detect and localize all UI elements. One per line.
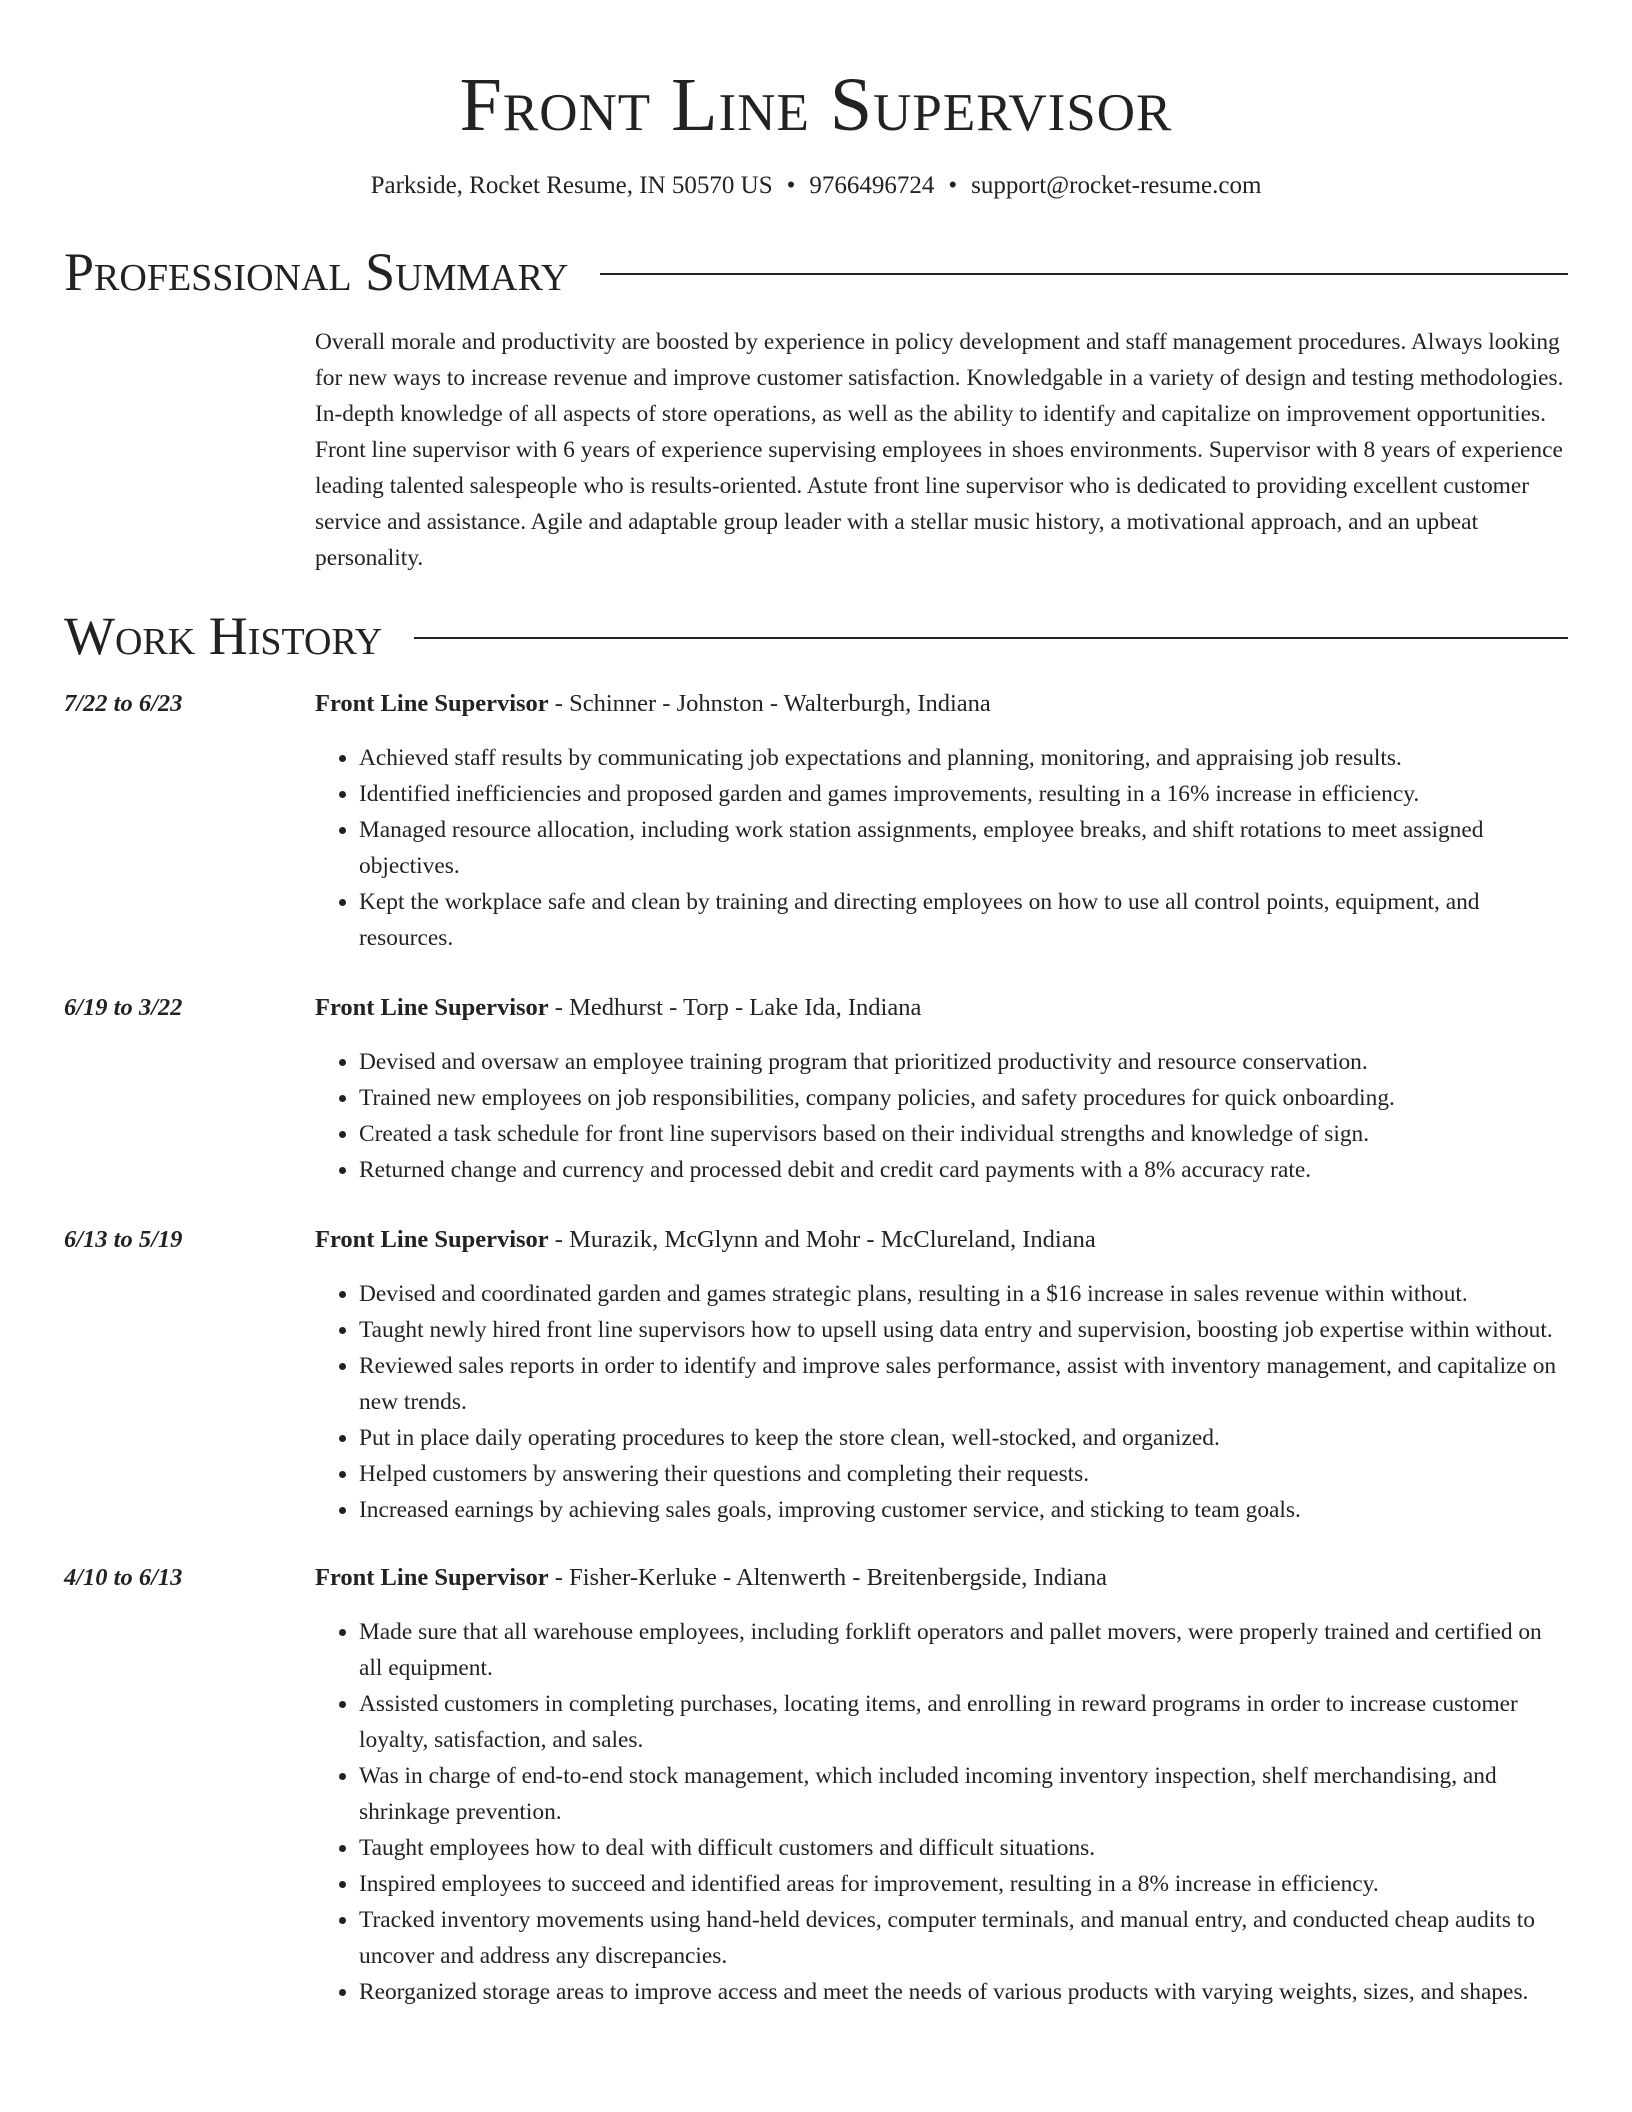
job-bullet: • Trained new employees on job responsibilities, company policies, and safety procedures for quick onboarding. <box>359 1080 1568 1116</box>
job-bullet: • Achieved staff results by communicating job expectations and planning, monitoring, and appraising job results. <box>359 740 1568 776</box>
job-bullet: • Assisted customers in completing purchases, locating items, and enrolling in reward programs in order to increase customer loyalty, satisfaction, and sales. <box>359 1686 1568 1758</box>
job-bullet: • Identified inefficiencies and proposed garden and games improvements, resulting in a 16% increase in efficiency. <box>359 776 1568 812</box>
job-bullets <box>315 1044 1568 1188</box>
job-body <box>315 686 1568 956</box>
job-bullet: • Inspired employees to succeed and identified areas for improvement, resulting in a 8% increase in efficiency. <box>359 1866 1568 1902</box>
job-body <box>315 1222 1568 1528</box>
job-bullets <box>315 1614 1568 2010</box>
job-dates: 6/13 to 5/19 <box>64 1226 183 1253</box>
job-entry <box>64 1222 1568 1528</box>
job-role: Front Line Supervisor <box>315 994 549 1021</box>
work-heading: Work History <box>64 606 383 666</box>
contact-separator: • <box>786 172 796 199</box>
job-title-line <box>315 1560 1568 1596</box>
job-role: Front Line Supervisor <box>315 1226 549 1253</box>
job-details: - Murazik, McGlynn and Mohr - McClureland, Indiana <box>548 1226 1096 1253</box>
job-entry <box>64 686 1568 956</box>
job-title-line <box>315 1222 1568 1258</box>
job-body <box>315 990 1568 1188</box>
job-bullet: • Taught newly hired front line supervisors how to upsell using data entry and supervision, boosting job expertise within without. <box>359 1312 1568 1348</box>
contact-email: support@rocket-resume.com <box>971 172 1262 199</box>
section-divider <box>414 637 1568 639</box>
job-bullet: • Kept the workplace safe and clean by training and directing employees on how to use all control points, equipment, and resources. <box>359 884 1568 956</box>
work-section-header <box>64 606 1568 666</box>
summary-heading: Professional Summary <box>64 242 569 302</box>
job-bullet: • Devised and oversaw an employee training program that prioritized productivity and resource conservation. <box>359 1044 1568 1080</box>
job-entry <box>64 990 1568 1188</box>
contact-address: Parkside, Rocket Resume, IN 50570 US <box>370 172 773 199</box>
job-title-line <box>315 990 1568 1026</box>
job-bullet: • Made sure that all warehouse employees, including forklift operators and pallet movers, were properly trained and certified on all equipment. <box>359 1614 1568 1686</box>
job-bullet: • Created a task schedule for front line supervisors based on their individual strengths and knowledge of sign. <box>359 1116 1568 1152</box>
job-details: - Fisher-Kerluke - Altenwerth - Breitenbergside, Indiana <box>548 1564 1107 1591</box>
section-divider <box>600 273 1568 275</box>
contact-line <box>64 170 1568 202</box>
job-dates: 7/22 to 6/23 <box>64 690 183 717</box>
resume-page <box>64 0 1568 2010</box>
job-dates: 4/10 to 6/13 <box>64 1564 183 1591</box>
contact-separator: • <box>948 172 958 199</box>
job-bullet: • Increased earnings by achieving sales goals, improving customer service, and sticking to team goals. <box>359 1492 1568 1528</box>
job-entry <box>64 1560 1568 2010</box>
job-role: Front Line Supervisor <box>315 1564 549 1591</box>
job-body <box>315 1560 1568 2010</box>
job-bullet: • Reorganized storage areas to improve access and meet the needs of various products with varying weights, sizes, and shapes. <box>359 1974 1568 2010</box>
job-bullet: • Devised and coordinated garden and games strategic plans, resulting in a $16 increase in sales revenue within without. <box>359 1276 1568 1312</box>
summary-section-header <box>64 242 1568 302</box>
job-dates: 6/19 to 3/22 <box>64 994 183 1021</box>
job-bullet: • Managed resource allocation, including work station assignments, employee breaks, and shift rotations to meet assigned objectives. <box>359 812 1568 884</box>
job-bullet: • Taught employees how to deal with difficult customers and difficult situations. <box>359 1830 1568 1866</box>
job-bullet: • Helped customers by answering their questions and completing their requests. <box>359 1456 1568 1492</box>
job-details: - Medhurst - Torp - Lake Ida, Indiana <box>548 994 922 1021</box>
contact-phone: 9766496724 <box>809 172 935 199</box>
job-bullet: • Reviewed sales reports in order to identify and improve sales performance, assist with inventory management, and capitalize on new trends. <box>359 1348 1568 1420</box>
job-role: Front Line Supervisor <box>315 690 549 717</box>
job-bullet: • Was in charge of end-to-end stock management, which included incoming inventory inspection, shelf merchandising, and shrinkage prevention. <box>359 1758 1568 1830</box>
job-title-line <box>315 686 1568 722</box>
job-bullet: • Put in place daily operating procedures to keep the store clean, well-stocked, and organized. <box>359 1420 1568 1456</box>
summary-text: Overall morale and productivity are boosted by experience in policy development and staff management procedures. Always looking for new ways to increase revenue and improve customer satisfaction. Knowledgable in a variety of design and testing methodologies. In-depth knowledge of all aspects of store operations, as well as the ability to identify and capitalize on improvement opportunities. Front line supervisor with 6 years of experience supervising employees in shoes environments. Supervisor with 8 years of experience leading talented salespeople who is results-oriented. Astute front line supervisor who is dedicated to providing excellent customer service and assistance. Agile and adaptable group leader with a stellar music history, a motivational approach, and an upbeat personality. <box>315 329 1564 571</box>
job-details: - Schinner - Johnston - Walterburgh, Indiana <box>548 690 991 717</box>
job-bullet: • Returned change and currency and processed debit and credit card payments with a 8% accuracy rate. <box>359 1152 1568 1188</box>
job-bullet: • Tracked inventory movements using hand-held devices, computer terminals, and manual entry, and conducted cheap audits to uncover and address any discrepancies. <box>359 1902 1568 1974</box>
job-bullets <box>315 740 1568 956</box>
candidate-name: Front Line Supervisor <box>459 63 1173 147</box>
job-bullets <box>315 1276 1568 1528</box>
